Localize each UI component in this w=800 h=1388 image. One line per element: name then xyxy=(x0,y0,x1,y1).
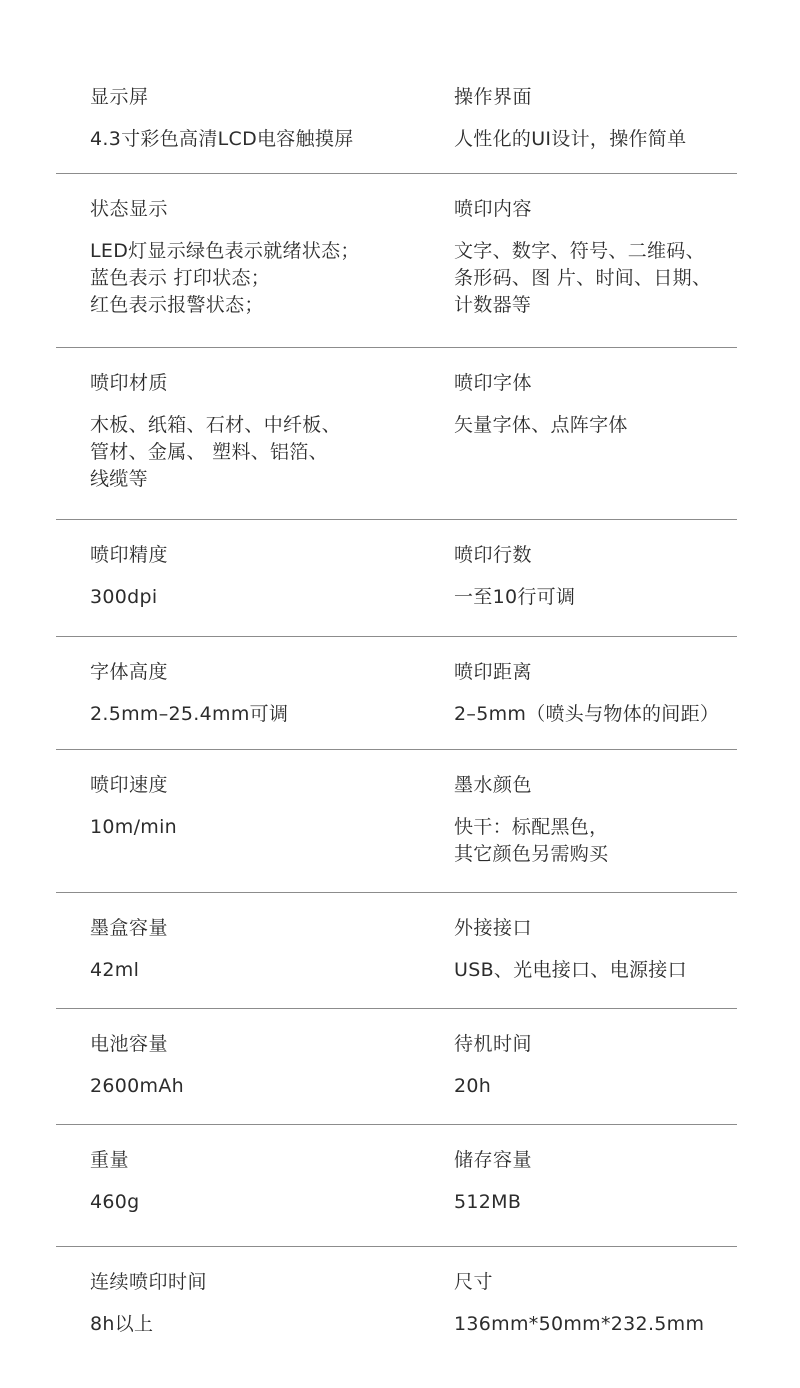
spec-value xyxy=(90,412,454,493)
spec-value xyxy=(454,1311,737,1338)
spec-label: 墨盒容量 xyxy=(90,917,169,939)
spec-value-line: 512MB xyxy=(454,1191,522,1213)
spec-label: 操作界面 xyxy=(454,86,533,108)
spec-label: 重量 xyxy=(90,1149,130,1171)
spec-value-line: 文字、数字、符号、二维码、 xyxy=(454,240,705,262)
spec-cell-left xyxy=(56,1125,454,1246)
spec-label: 电池容量 xyxy=(90,1033,169,1055)
spec-cell-left xyxy=(56,62,454,173)
spec-label: 待机时间 xyxy=(454,1033,533,1055)
spec-cell-left xyxy=(56,1009,454,1124)
spec-label: 连续喷印时间 xyxy=(90,1271,208,1293)
spec-label: 喷印材质 xyxy=(90,372,169,394)
spec-cell-left xyxy=(56,174,454,347)
spec-value-line: 4.3寸彩色高清LCD电容触摸屏 xyxy=(90,128,354,150)
spec-row xyxy=(56,1247,737,1373)
spec-value xyxy=(454,701,737,728)
spec-cell-right xyxy=(454,750,737,892)
spec-label: 喷印精度 xyxy=(90,544,169,566)
spec-row xyxy=(56,1009,737,1125)
spec-cell-left xyxy=(56,348,454,519)
spec-cell-right xyxy=(454,1009,737,1124)
spec-cell-left xyxy=(56,1247,454,1373)
spec-value-line: 计数器等 xyxy=(454,294,532,316)
spec-value xyxy=(90,238,454,319)
spec-value xyxy=(90,1189,454,1216)
spec-value xyxy=(454,1189,737,1216)
spec-cell-right xyxy=(454,520,737,636)
spec-row xyxy=(56,62,737,174)
spec-label: 喷印行数 xyxy=(454,544,533,566)
spec-cell-left xyxy=(56,750,454,892)
spec-value xyxy=(90,126,454,153)
spec-label: 状态显示 xyxy=(90,198,169,220)
spec-row xyxy=(56,750,737,893)
spec-label: 喷印距离 xyxy=(454,661,533,683)
spec-value-line: 快干：标配黑色， xyxy=(454,816,609,838)
spec-cell-right xyxy=(454,174,737,347)
spec-value xyxy=(90,584,454,611)
spec-cell-right xyxy=(454,1247,737,1373)
spec-label: 喷印内容 xyxy=(454,198,533,220)
spec-cell-left xyxy=(56,893,454,1008)
spec-value xyxy=(454,126,737,153)
spec-value-line: 460g xyxy=(90,1191,140,1213)
spec-value-line: 其它颜色另需购买 xyxy=(454,843,609,865)
spec-value xyxy=(454,957,737,984)
spec-value-line: USB、光电接口、电源接口 xyxy=(454,959,687,981)
spec-label: 字体高度 xyxy=(90,661,169,683)
spec-value xyxy=(454,814,737,868)
spec-cell-right xyxy=(454,637,737,749)
spec-value xyxy=(90,1073,454,1100)
spec-value xyxy=(454,238,737,319)
spec-cell-right xyxy=(454,62,737,173)
spec-value-line: 2600mAh xyxy=(90,1075,185,1097)
spec-cell-right xyxy=(454,1125,737,1246)
spec-value xyxy=(90,957,454,984)
spec-label: 显示屏 xyxy=(90,86,149,108)
spec-value-line: 木板、纸箱、石材、中纤板、 xyxy=(90,414,341,436)
spec-value-line: 人性化的UI设计，操作简单 xyxy=(454,128,687,150)
spec-label: 外接接口 xyxy=(454,917,533,939)
spec-table xyxy=(56,62,737,1373)
spec-row xyxy=(56,174,737,348)
spec-cell-right xyxy=(454,893,737,1008)
spec-value-line: 条形码、图 片、时间、日期、 xyxy=(454,267,712,289)
spec-row xyxy=(56,637,737,750)
spec-row xyxy=(56,1125,737,1247)
spec-label: 喷印字体 xyxy=(454,372,533,394)
spec-row xyxy=(56,520,737,637)
spec-value-line: 蓝色表示 打印状态； xyxy=(90,267,271,289)
spec-label: 尺寸 xyxy=(454,1271,494,1293)
spec-row xyxy=(56,893,737,1009)
spec-value-line: 8h以上 xyxy=(90,1313,154,1335)
spec-value xyxy=(90,1311,454,1338)
spec-value xyxy=(454,584,737,611)
spec-value-line: 20h xyxy=(454,1075,492,1097)
spec-value-line: 管材、金属、 塑料、铝箔、 xyxy=(90,441,328,463)
spec-value-line: 2.5mm–25.4mm可调 xyxy=(90,703,289,725)
spec-cell-left xyxy=(56,520,454,636)
spec-value-line: 136mm*50mm*232.5mm xyxy=(454,1313,705,1335)
spec-value xyxy=(90,701,454,728)
spec-value-line: 300dpi xyxy=(90,586,158,608)
spec-value-line: 2–5mm（喷头与物体的间距） xyxy=(454,703,720,725)
spec-value-line: LED灯显示绿色表示就绪状态； xyxy=(90,240,360,262)
spec-label: 墨水颜色 xyxy=(454,774,533,796)
spec-value-line: 线缆等 xyxy=(90,468,148,490)
spec-label: 喷印速度 xyxy=(90,774,169,796)
spec-value-line: 矢量字体、点阵字体 xyxy=(454,414,628,436)
spec-cell-right xyxy=(454,348,737,519)
spec-value-line: 10m/min xyxy=(90,816,178,838)
spec-label: 储存容量 xyxy=(454,1149,533,1171)
spec-value xyxy=(90,814,454,841)
spec-value-line: 红色表示报警状态； xyxy=(90,294,264,316)
spec-value-line: 一至10行可调 xyxy=(454,586,576,608)
spec-value xyxy=(454,412,737,439)
spec-value xyxy=(454,1073,737,1100)
spec-value-line: 42ml xyxy=(90,959,140,981)
spec-row xyxy=(56,348,737,520)
spec-cell-left xyxy=(56,637,454,749)
